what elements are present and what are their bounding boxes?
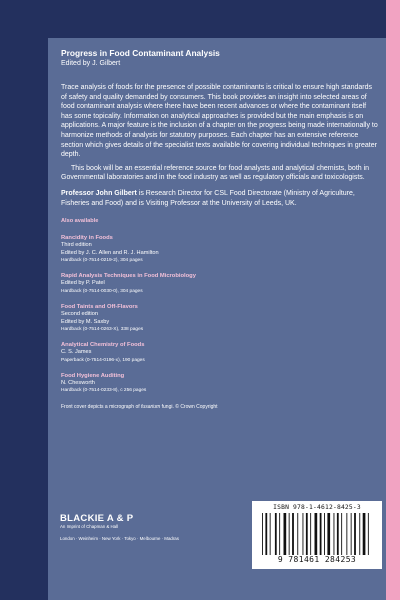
book-entry-title: Rapid Analysis Techniques in Food Microbiology	[61, 273, 196, 280]
book-entry-line: Edited by M. Saxby	[61, 318, 110, 325]
barcode-bar	[262, 513, 263, 555]
cover-credit-species: fusarium	[141, 404, 161, 411]
barcode-bar	[341, 513, 342, 555]
book-entry	[61, 372, 379, 395]
barcode-bar	[337, 513, 339, 555]
author-bio	[61, 189, 379, 208]
pink-edge-strip	[386, 0, 400, 600]
book-entry-line: Second edition	[61, 310, 99, 317]
cover-credit-suffix: fungi. © Crown Copyright	[160, 404, 218, 411]
book-entry-line: N. Chesworth	[61, 379, 95, 386]
barcode-bar	[315, 513, 318, 555]
book-entry	[61, 303, 379, 333]
cover-credit-prefix: Front cover depicts a micrograph of	[61, 404, 142, 411]
publisher-subtitle: An Imprint of Chapman & Hall	[60, 524, 119, 529]
barcode-bar	[346, 513, 347, 555]
barcode-bar	[297, 513, 298, 555]
barcode-bar	[279, 513, 280, 555]
barcode-bar	[284, 513, 287, 555]
book-entry-title: Analytical Chemistry of Foods	[61, 342, 145, 349]
book-entry-line: C. S. James	[61, 349, 92, 356]
barcode-bar	[354, 513, 356, 555]
book-entry-format: Hardback (0-7514-0219-2), 304 pages	[61, 258, 143, 264]
barcode-bar	[334, 513, 335, 555]
book-entry-format: Hardback (0-7514-0030-0), 304 pages	[61, 288, 143, 294]
publisher-imprint	[60, 513, 179, 541]
barcode-bar	[306, 513, 308, 555]
back-cover-content	[61, 48, 379, 410]
book-entry-line: Third edition	[61, 242, 92, 249]
book-entry-format: Hardback (0-7514-0263-X), 338 pages	[61, 327, 144, 333]
isbn-label: ISBN 978-1-4612-8425-3	[273, 504, 361, 511]
publisher-cities: London · Weinheim · New York · Tokyo · Melbourne · Madras	[60, 536, 179, 541]
book-entry	[61, 234, 379, 264]
barcode-bar	[368, 513, 369, 555]
description-paragraph-2: This book will be an essential reference source for food analysts and analytical chemists, both in Governmental laboratories and in the food industry as well as regulatory officials and toxicologists.	[61, 164, 370, 182]
barcode-digits: 9 781461 284253	[277, 555, 357, 564]
also-available-heading: Also available	[61, 218, 99, 225]
barcode-bar	[363, 513, 366, 555]
book-entry	[61, 341, 379, 364]
book-title: Progress in Food Contaminant Analysis	[61, 48, 220, 58]
publisher-name: BLACKIE A & P	[60, 513, 134, 524]
book-entry-line: Edited by J. C. Allen and R. J. Hamilton	[61, 249, 159, 256]
barcode-bar	[324, 513, 325, 555]
book-entry-line: Edited by P. Patel	[61, 280, 105, 287]
cover-credit	[61, 404, 379, 410]
barcode-graphic	[260, 513, 374, 555]
barcode-bar	[320, 513, 322, 555]
author-bio-text: is Research Director for CSL Food Directorate (Ministry of Agriculture, Fisheries and Food) and is Visiting Professor at the University of Leeds, UK.	[61, 189, 355, 207]
barcode-panel	[252, 501, 382, 569]
barcode-bar	[265, 513, 267, 555]
barcode-bar	[359, 513, 360, 555]
book-entry-format: Paperback (0-7514-0196-x), 190 pages	[61, 357, 145, 363]
barcode-bar	[270, 513, 271, 555]
barcode-bar	[351, 513, 352, 555]
barcode-bar	[292, 513, 294, 555]
book-entry-title: Rancidity in Foods	[61, 235, 113, 242]
barcode-bar	[289, 513, 290, 555]
author-name: Professor John Gilbert	[61, 189, 137, 197]
book-editor: Edited by J. Gilbert	[61, 60, 121, 67]
barcode-bar	[275, 513, 277, 555]
book-entry-title: Food Taints and Off-Flavors	[61, 303, 138, 310]
barcode-bar	[327, 513, 330, 555]
barcode-bar	[310, 513, 311, 555]
barcode-bar	[303, 513, 304, 555]
book-entry-format: Hardback (0-7514-0233-8), c 256 pages	[61, 388, 147, 394]
book-entry	[61, 272, 379, 295]
description-paragraph-1: Trace analysis of foods for the presence of possible contaminants is critical to ensure high standards of safety and quality demanded by consumers. This book provides an insight into selected areas of food contaminant analysis where there have been recent advances or where the contaminant itself has some topicality. Information on analytical approaches is provided but the main emphasis is on applications. A major feature is the inclusion of a chapter on the progress being made internationally to harmonize methods of analysis for statutory purposes. Each chapter has an extensive reference section which gives details of the specialist texts available for covering individual techniques in greater depth.	[61, 84, 378, 159]
book-entry-title: Food Hygiene Auditing	[61, 372, 125, 379]
